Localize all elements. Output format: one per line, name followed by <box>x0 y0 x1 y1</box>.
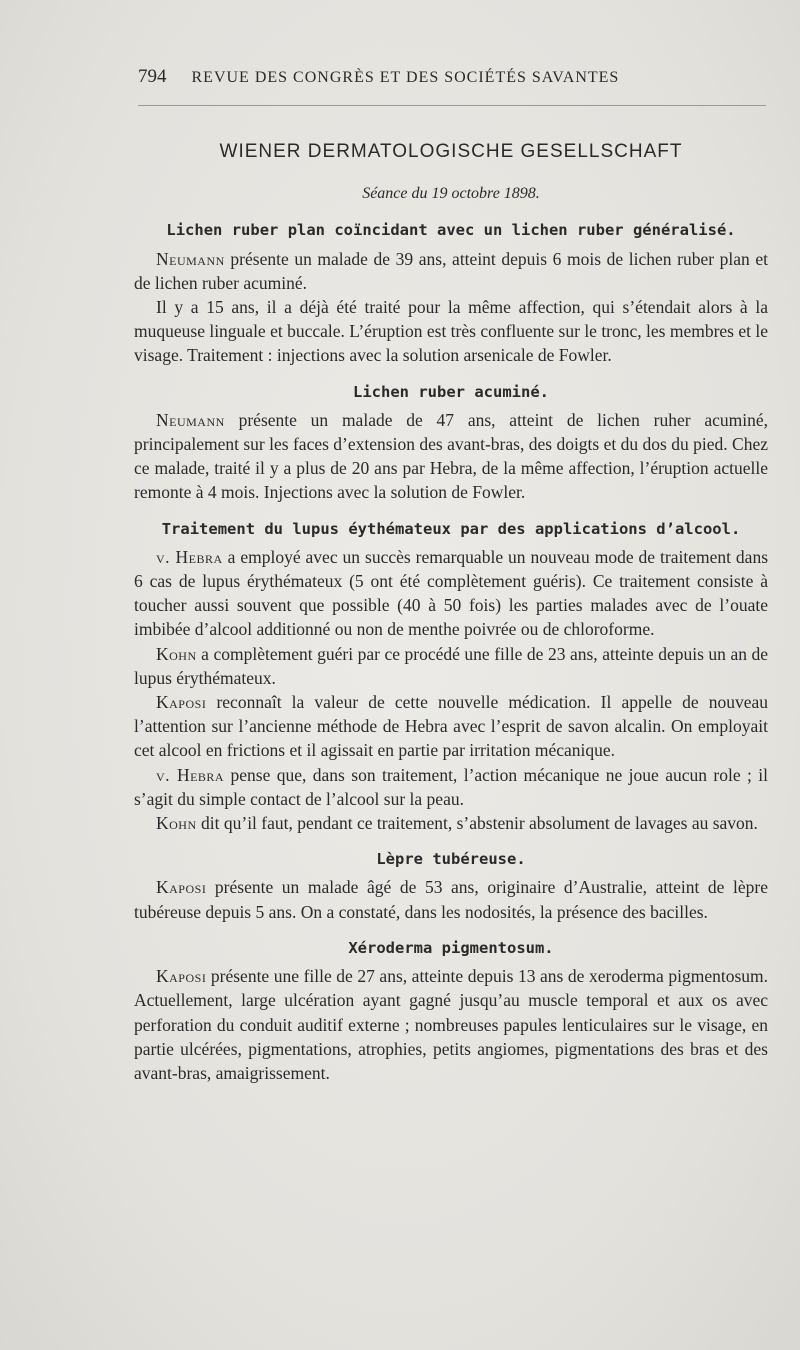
speaker-name: v. Hebra <box>156 546 223 567</box>
section-title: Lichen ruber plan coïncidant avec un lichen ruber généralisé. <box>166 221 736 240</box>
section-title: Lèpre tubéreuse. <box>376 850 526 869</box>
paragraph <box>134 247 768 295</box>
speaker-name: Kaposi <box>156 877 207 898</box>
paragraph <box>134 964 768 1085</box>
article-body <box>134 140 768 1085</box>
running-header <box>138 66 768 88</box>
section-title: Traitement du lupus éythémateux par des applications d’alcool. <box>161 519 741 538</box>
section-title: Xéroderma pigmentosum. <box>348 938 554 957</box>
session-date: Séance du 19 octobre 1898. <box>362 185 540 203</box>
speaker-name: Kaposi <box>156 966 207 987</box>
paragraph-text: Il y a 15 ans, il a déjà été traité pour la même affection, qui s’étendait alors à la muqueuse linguale et buccale. L’éruption est très confluente sur le tronc, les membres et le visage. Traitement : injections avec la solution arsenicale de Fowler. <box>134 297 768 366</box>
header-rule <box>138 105 766 106</box>
paragraph-text: reconnaît la valeur de cette nouvelle médication. Il appelle de nouveau l’attention sur l’ancienne méthode de Hebra avec l’esprit de savon alcalin. On employait cet alcool en frictions et il agissait en partie par irritation mécanique. <box>134 692 769 761</box>
paragraph-text: dit qu’il faut, pendant ce traitement, s’abstenir absolument de lavages au savon. <box>201 813 758 834</box>
paragraph-text: présente une fille de 27 ans, atteinte depuis 13 ans de xeroderma pigmentosum. Actuellement, large ulcération ayant gagné jusqu’au muscle temporal et aux os avec perforation du conduit auditif externe ; nombreuses papules lenticulaires sur le visage, en partie ulcérées, pigmentations, atrophies, petits angiomes, pigmentations des bras et des avant-bras, amaigrissement. <box>134 966 769 1083</box>
society-title: WIENER DERMATOLOGISCHE GESELLSCHAFT <box>219 141 683 162</box>
speaker-name: Kohn <box>156 813 197 834</box>
speaker-name: Neumann <box>156 248 225 269</box>
paragraph-text: a employé avec un succès remarquable un nouveau mode de traitement dans 6 cas de lupus érythémateux (5 ont été complètement guéris). Ce traitement consiste à toucher aussi souvent que possible (40 à 50 fois) les parties malades avec de l’ouate imbibée d’alcool additionné ou non de menthe poivrée ou de chloroforme. <box>134 546 769 640</box>
section-title: Lichen ruber acuminé. <box>353 382 549 401</box>
page-number: 794 <box>138 66 167 87</box>
paragraph <box>134 811 768 835</box>
paragraph-text: présente un malade âgé de 53 ans, originaire d’Australie, atteint de lèpre tubéreuse depuis 5 ans. On a constaté, dans les nodosités, la présence des bacilles. <box>134 877 769 922</box>
paragraph <box>134 763 768 811</box>
paragraph <box>134 295 768 368</box>
speaker-name: Kaposi <box>156 692 207 713</box>
paragraph <box>134 408 768 505</box>
paragraph-text: a complètement guéri par ce procédé une fille de 23 ans, atteinte depuis un an de lupus érythémateux. <box>134 643 769 688</box>
paragraph-text: présente un malade de 47 ans, atteint de lichen ruher acuminé, principalement sur les faces d’extension des avant-bras, des doigts et du dos du pied. Chez ce malade, traité il y a plus de 20 ans par Hebra, de la même affection, l’éruption actuelle remonte à 4 mois. Injections avec la solution de Fowler. <box>134 409 768 503</box>
paragraph <box>134 545 768 642</box>
paragraph <box>134 642 768 690</box>
paragraph <box>134 875 768 923</box>
paragraph-text: présente un malade de 39 ans, atteint depuis 6 mois de lichen ruber plan et de lichen ruber acuminé. <box>134 248 769 293</box>
speaker-name: Kohn <box>156 643 197 664</box>
speaker-name: Neumann <box>156 409 225 430</box>
running-title: REVUE DES CONGRÈS ET DES SOCIÉTÉS SAVANTES <box>191 69 620 86</box>
speaker-name: v. Hebra <box>156 764 225 785</box>
paragraph-text: pense que, dans son traitement, l’action mécanique ne joue aucun role ; il s’agit du simple contact de l’alcool sur la peau. <box>134 764 768 809</box>
paragraph <box>134 690 768 763</box>
